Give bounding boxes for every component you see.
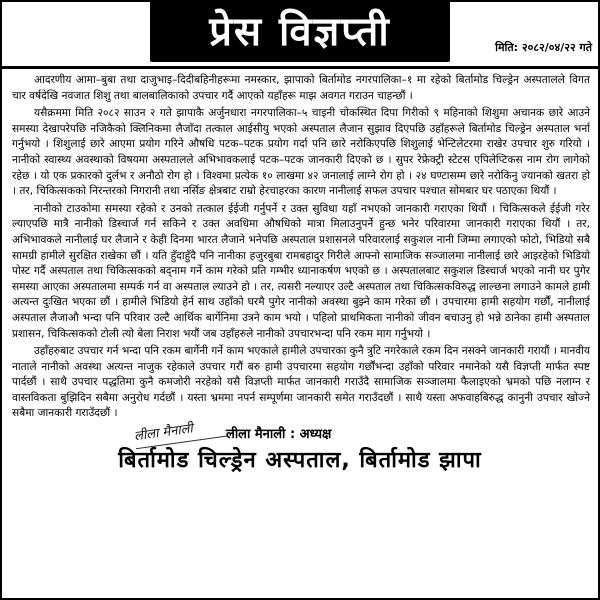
date-text: मिति: २०८२/०४/२२ गते — [495, 41, 592, 54]
paragraph: उहाँहरुबाट उपचार गर्न भन्दा पनि रकम बार्गेनी गर्ने काम भएकाले हामीले उपचारका कुनै त्रुटि नगरेकाले रकम दिन नसक्ने जानकारी गरायौं । मानवीय नाताले नानीको अवस्था अत्यन्त नाजुक रहेकाले उपचार गरौं बरु हामी उपचारमा सहयोग गर्छौंभन्दा उहाँको परिवार नमानेको यसै विज्ञप्ती मार्फत स्पष्ट पार्दछौं । साथै उपचार पद्धतिमा कुनै कमजोरी नरहेको यसै विज्ञप्ती मार्फत जानकारी गराउँदै सामाजिक सञ्जालमा फैलाइएको भ्रमको पछि नलाग्न र वास्तविकता बुझिदिन सबैमा अनुरोध गर्दछौं । यस्ता भ्रममा नपर्न सम्पूर्णमा जानकारी समेत गराउँदछौं । साथै यस्ता अफवाहबिरुद्ध कानुनी उपचार खोज्ने सबैमा जानकारी गराउँदछौं । — [12, 345, 591, 420]
handwritten-signature: लीला मैनाली — [133, 414, 227, 450]
footer — [2, 421, 598, 484]
press-release — [2, 2, 598, 598]
header — [2, 2, 598, 69]
paragraph: आदरणीय आमा–बुबा तथा दाजुभाइ–दिदीबहिनीहरूमा नमस्कार, झापाको बिर्तामोड नगरपालिका–१ मा रहेको बिर्तामोड चिल्ड्रेन अस्पतालले विगत चार वर्षदेखि नवजात शिशु तथा बालबालिकाको उपचार गर्दै आएको यहाँहरू माझ अवगत गराउन चाहन्छौं । — [12, 74, 590, 102]
signer-name: लीला मैनाली : अध्यक्ष — [226, 427, 332, 443]
page-title: प्रेस विज्ञप्ती — [209, 9, 391, 55]
body-text — [2, 69, 598, 422]
paragraph: यसैक्रममा मिति २०८२ साउन २ गते झापाकै अर्जुनधारा नगरपालिका–५ चाइनी चोकस्थित दिपा गिरीको ९ महिनाको शिशुमा अचानक छारे आउने समस्या देखापरेपछि नजिकैको क्लिनिकमा लैजाँदा तत्काल आईसीयु भएको अस्पताल लैजान सुझाव दिएपछि उहाँहरूले बिर्तामोड चिल्ड्रेन अस्पताल भर्ना गर्नुभयो । शिशुलाई छारे आएमा प्रयोग गरिने औषधि पटक–पटक प्रयोग गर्दा पनि छारे नरोकिएपछि शिशुलाई भेन्टिलेटरमा राखेर उपचार शुरु गरियो । नानीको स्वास्थ्य अवस्थाको विषयमा अस्पतालले अभिभावकलाई पटक–पटक जानकारी दिएको छ । सुपर रेफ्रेक्ट्री स्टेटस एपिलेप्टिकस नाम रोग लागेको रहेछ । यो एक प्रकारको दुर्लभ र अनौठो रोग हो । विश्वमा प्रत्येक १० लाखमा ४२ जनालाई लाग्ने रोग हो । २४ घण्टासम्म छारे नरोकिनु ज्यानको खतरा हो । तर, चिकित्सकको निरन्तरको निगरानी तथा नर्सिङ क्षेत्रबाट राम्रो हेरचाहरका कारण नानीलाई सफल उपचार पश्चात सोमबार घर पठाएका थियौं । — [12, 107, 590, 198]
organization-name: बिर्तामोड चिल्ड्रेन अस्पताल, बिर्तामोड झापा — [118, 448, 482, 474]
title-banner — [150, 2, 450, 62]
paragraph: नानीको टाउकोमा समस्या रहेको र उनको तत्काल ईईजी गर्नुपर्ने र उक्त सुविधा यहाँ नभएको जानकारी गराएका थियौं । चिकित्सकले ईईजी गरेर ल्याएपछि मात्रै नानीको डिस्चार्ज गर्न सकिने र उक्त अवधिमा औषधिको मात्रा मिलाउनुपर्ने हुन्छ भनेर परिवारमा जानकारी गराएका थियौं । तर, अभिभावकले नानीलाई घर लैजाने र केही दिनमा भारत लैजाने भनेपछि अस्पताल प्रशासनले परिवारलाई सकुशल नानी जिम्मा लगाएको फोटो, भिडियो सबै सामग्री हामीले सुरक्षित राखेका छौं । यति हुँदाहुँदै पनि नानीका हजुरबुबा रामबहादुर गिरीले आफ्नो सामाजिक सञ्जालमा नानीलाई छारे आइरहेको भिडियो पोस्ट गर्दै अस्पताल तथा चिकित्सकको बद्नाम गर्ने काम गरेको प्रति गम्भीर ध्यानाकर्षण भएको छ । अस्पतालबाट सकुशल डिस्चार्ज भएको नानी घर पुगेर समस्या आएका अस्पतालमा सम्पर्क गर्न वा अस्पताल ल्याउने हो । तर, त्यसरी नल्याएर उल्टै अस्पताल तथा चिकित्सकविरुद्ध लाल्छना लगाउने कामले हामी अत्यन्त दुःखित भएका छौं । हामीले भिडियो हेर्न साथ उहाँको घरमै पुगेर नानीको अवस्था बुझ्ने काम गरेका छौं । उपचारमा हामी सहयोग गर्छौं, नानीलाई अस्पताल लैजाऔ भन्दा पनि परिवार उल्टै आर्थिक बार्गेनिमा उत्रने काम भयो । पहिलो प्राथमिकता नानीको जीवन बचाउनु हो भन्ने ठानेका हामी अस्पताल प्रशासन, चिकित्सकको टोली त्यो बेला निराश भयौं जब उहाँहरुले नानीको उपचारभन्दा पनि रकम माग गर्नुभयो । — [12, 202, 590, 340]
